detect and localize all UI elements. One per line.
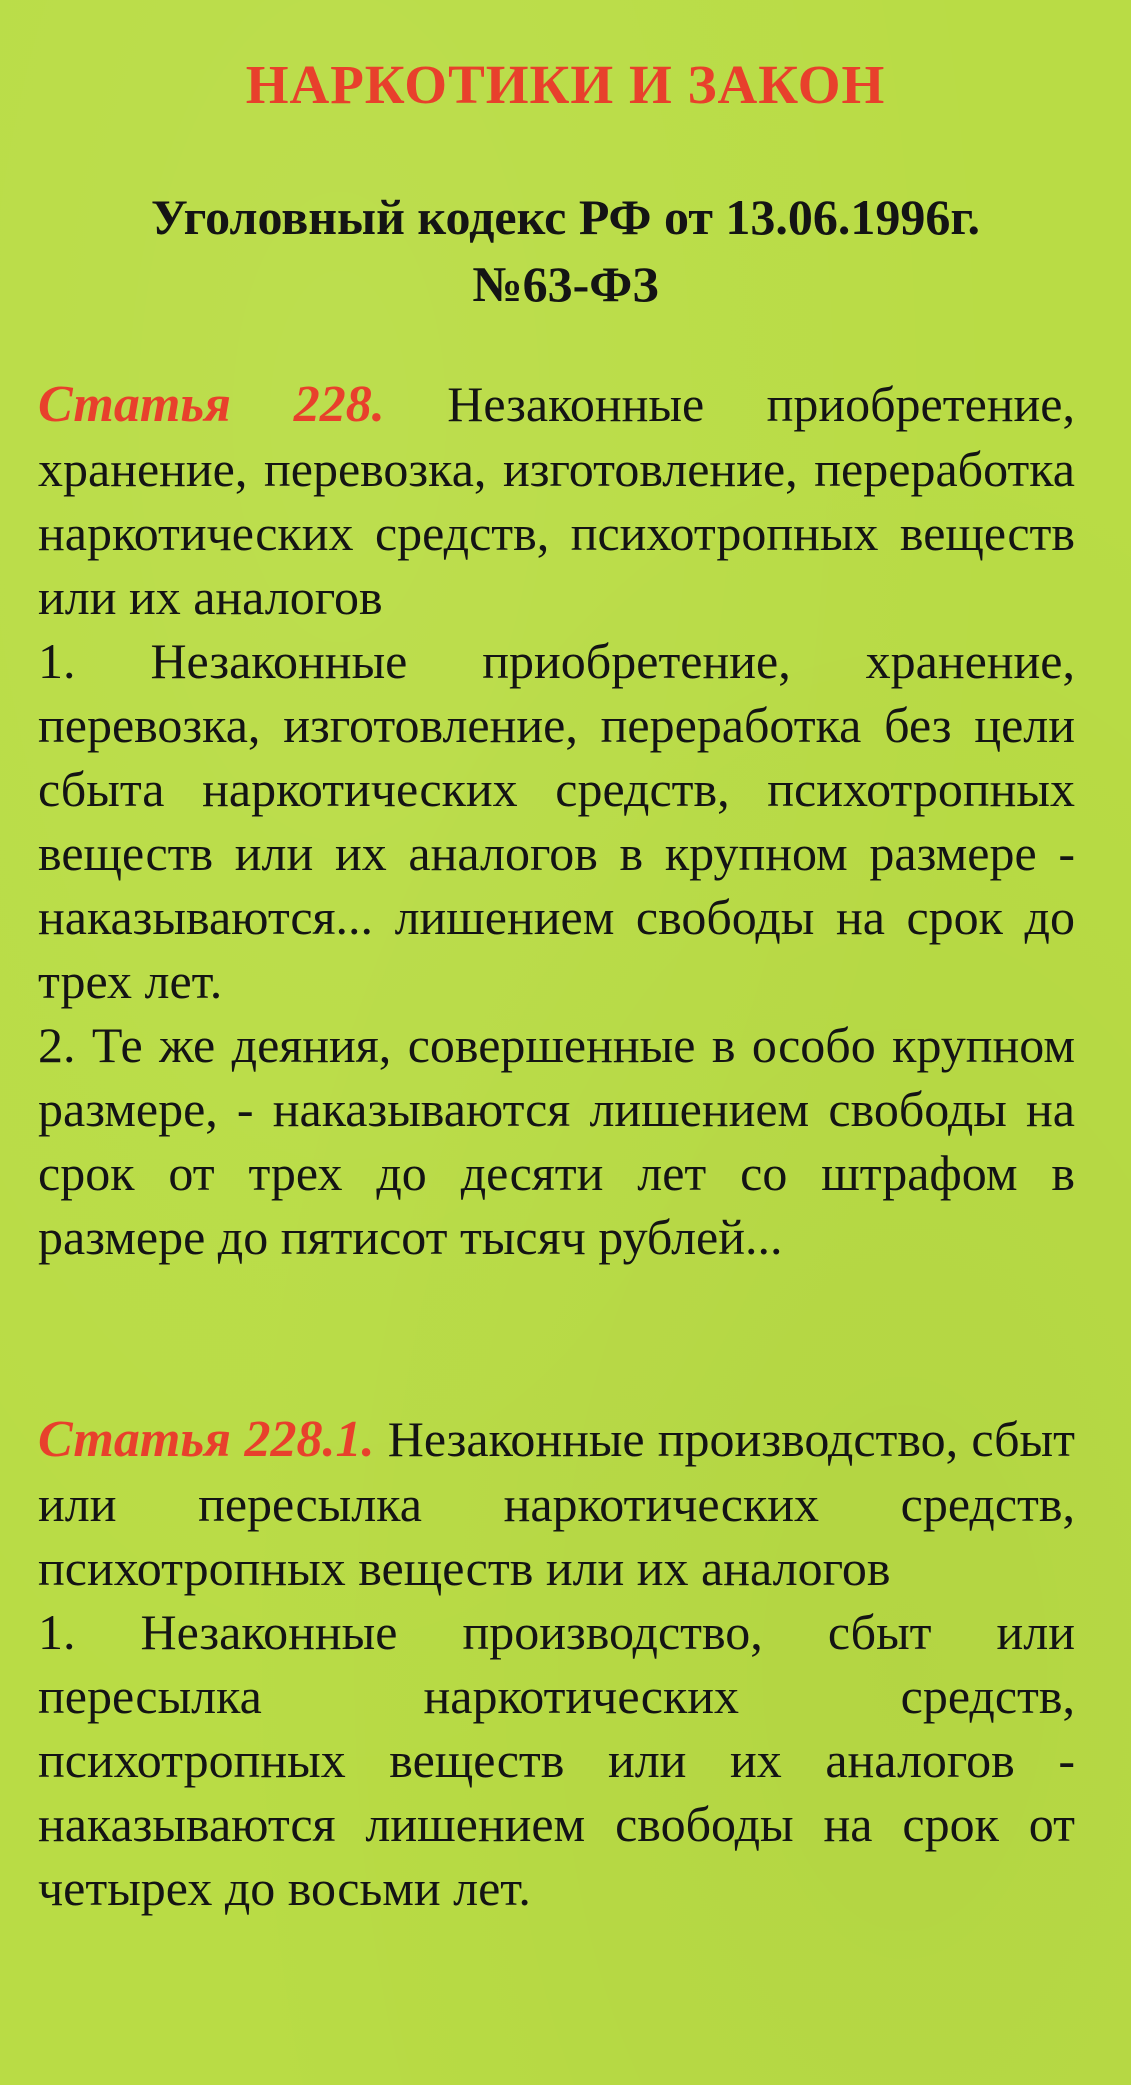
article-heading: [38, 372, 1075, 629]
article-paragraph: 2. Те же деяния, совершенные в особо крупном размере, - наказываются лишением свободы на срок от трех до десяти лет со штрафом в размере до пятисот тысяч рублей...: [38, 1017, 1075, 1265]
article-label: Статья 228.: [38, 376, 385, 433]
article-heading-text: Незаконные производство, сбыт или пересылка наркотических средств, психотропных веществ или их аналогов: [38, 1411, 1075, 1596]
article-228: [38, 372, 1075, 1269]
subtitle-line-1: Уголовный кодекс РФ от 13.06.1996г.: [151, 189, 980, 245]
article-label: Статья 228.1.: [38, 1411, 375, 1468]
article-heading: [38, 1407, 1075, 1600]
article-heading-text: Незаконные приобретение, хранение, перевозка, изготовление, переработка наркотических средств, психотропных веществ или их аналогов: [38, 376, 1075, 625]
page-subtitle: [0, 184, 1131, 318]
article-paragraph: 1. Незаконные приобретение, хранение, перевозка, изготовление, переработка без цели сбыта наркотических средств, психотропных веществ или их аналогов в крупном размере - наказываются... лишением свободы на срок до трех лет.: [38, 633, 1075, 1009]
article-paragraph: 1. Незаконные производство, сбыт или пересылка наркотических средств, психотропных веществ или их аналогов - наказываются лишением свободы на срок от четырех до восьми лет.: [38, 1604, 1075, 1916]
subtitle-line-2: №63-ФЗ: [472, 256, 659, 312]
article-228-1: [38, 1407, 1075, 1920]
page-title: НАРКОТИКИ И ЗАКОН: [245, 54, 886, 115]
